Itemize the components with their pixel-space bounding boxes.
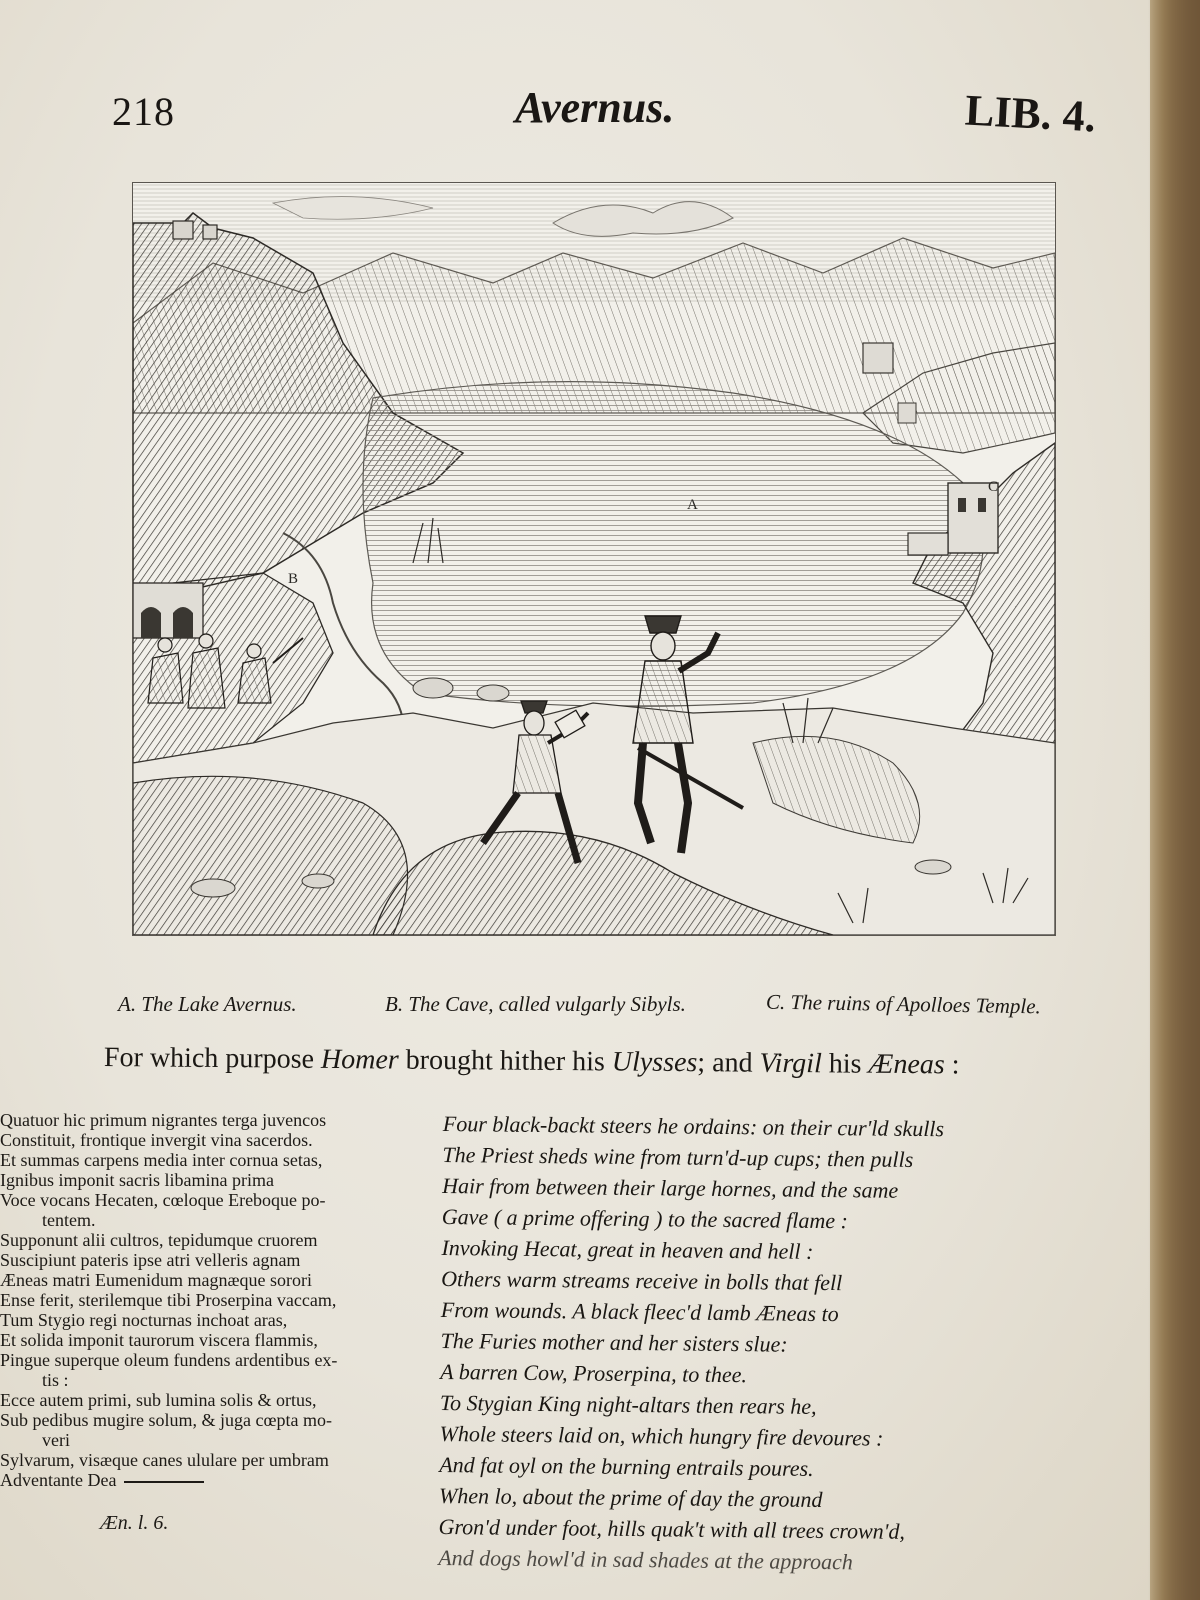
intro-text-4: his xyxy=(821,1048,869,1080)
intro-line xyxy=(104,1042,1084,1083)
latin-line: Pingue superque oleum fundens ardentibus ex- xyxy=(0,1350,338,1370)
english-line: When lo, about the prime of day the ground xyxy=(438,1482,823,1512)
running-head: Avernus. xyxy=(515,83,675,132)
english-line: Gave ( a prime offering ) to the sacred flame : xyxy=(441,1203,849,1234)
english-line: Hair from between their large hornes, and the same xyxy=(442,1172,899,1203)
english-line: Four black-backt steers he ordains: on their cur'ld skulls xyxy=(442,1110,945,1142)
verse-end-rule xyxy=(124,1481,204,1483)
intro-text-5: : xyxy=(944,1049,960,1081)
caption-c: C. The ruins of Apolloes Temple. xyxy=(765,989,1041,1019)
english-line: Whole steers laid on, which hungry fire devoures : xyxy=(439,1420,884,1451)
english-line: From wounds. A black fleec'd lamb Æneas to xyxy=(440,1296,839,1327)
english-line: Others warm streams receive in bolls that fell xyxy=(441,1265,843,1296)
english-line: Gron'd under foot, hills quak't with all trees crown'd, xyxy=(438,1513,906,1544)
english-line: The Furies mother and her sisters slue: xyxy=(440,1327,788,1357)
page-header xyxy=(0,80,1150,150)
engraving-captions xyxy=(118,989,1078,1028)
english-line: And fat oyl on the burning entrails poures. xyxy=(439,1451,814,1481)
citation: Æn. l. 6. xyxy=(100,1512,169,1534)
latin-line: Voce vocans Hecaten, cœloque Ereboque po- xyxy=(0,1190,326,1210)
engraving-label-c: C xyxy=(988,479,999,495)
caption-a: A. The Lake Avernus. xyxy=(118,992,297,1016)
latin-line-text: Adventante Dea xyxy=(0,1470,117,1490)
latin-line: Tum Stygio regi nocturnas inchoat aras, xyxy=(0,1310,288,1330)
latin-line: Suscipiunt pateris ipse atri velleris agnam xyxy=(0,1250,301,1270)
latin-line: veri xyxy=(42,1430,70,1450)
latin-line: tis : xyxy=(42,1370,69,1390)
english-line: A barren Cow, Proserpina, to thee. xyxy=(440,1358,748,1388)
book-edge-shadow xyxy=(1148,0,1200,1600)
latin-line: Ignibus imponit sacris libamina prima xyxy=(0,1170,274,1190)
engraving-label-b: B xyxy=(288,571,299,587)
book-reference: LIB. 4. xyxy=(963,85,1098,142)
latin-line: Sylvarum, visæque canes ululare per umbram xyxy=(0,1450,329,1470)
latin-line: tentem. xyxy=(42,1210,96,1230)
page-number: 218 xyxy=(112,89,175,134)
english-line: Invoking Hecat, great in heaven and hell : xyxy=(441,1234,814,1264)
latin-line: Constituit, frontique invergit vina sacerdos. xyxy=(0,1130,313,1150)
english-line: To Stygian King night-altars then rears he, xyxy=(439,1389,817,1419)
latin-line: Supponunt alii cultros, tepidumque cruorem xyxy=(0,1230,318,1250)
english-line: The Priest sheds wine from turn'd-up cups; then pulls xyxy=(442,1141,914,1172)
engraving-label-a: A xyxy=(687,497,698,513)
intro-text-2: brought hither his xyxy=(398,1044,612,1078)
lake-landscape-engraving xyxy=(133,183,1055,935)
latin-last-line xyxy=(0,1470,382,1490)
english-verse-column xyxy=(438,1108,1043,1579)
latin-line: Æneas matri Eumenidum magnæque sorori xyxy=(0,1270,312,1290)
caption-b: B. The Cave, called vulgarly Sibyls. xyxy=(385,992,686,1016)
latin-line: Sub pedibus mugire solum, & juga cœpta mo- xyxy=(0,1410,332,1430)
latin-line: Et summas carpens media inter cornua setas, xyxy=(0,1150,323,1170)
intro-text-1: For which purpose xyxy=(103,1042,322,1075)
intro-aeneas: Æneas xyxy=(868,1048,945,1081)
latin-line: Et solida imponit taurorum viscera flammis, xyxy=(0,1330,318,1350)
latin-line: Ense ferit, sterilemque tibi Proserpina vaccam, xyxy=(0,1290,337,1310)
latin-line: Quatuor hic primum nigrantes terga juvencos xyxy=(0,1110,327,1130)
english-line: And dogs howl'd in sad shades at the approach xyxy=(438,1544,853,1575)
latin-line: Ecce autem primi, sub lumina solis & ortus, xyxy=(0,1390,317,1410)
intro-homer: Homer xyxy=(320,1043,399,1076)
intro-virgil: Virgil xyxy=(759,1047,822,1080)
engraving-illustration xyxy=(132,182,1056,936)
latin-verse-column xyxy=(0,1110,382,1490)
intro-ulysses: Ulysses xyxy=(611,1046,698,1079)
intro-text-3: ; and xyxy=(697,1047,760,1079)
